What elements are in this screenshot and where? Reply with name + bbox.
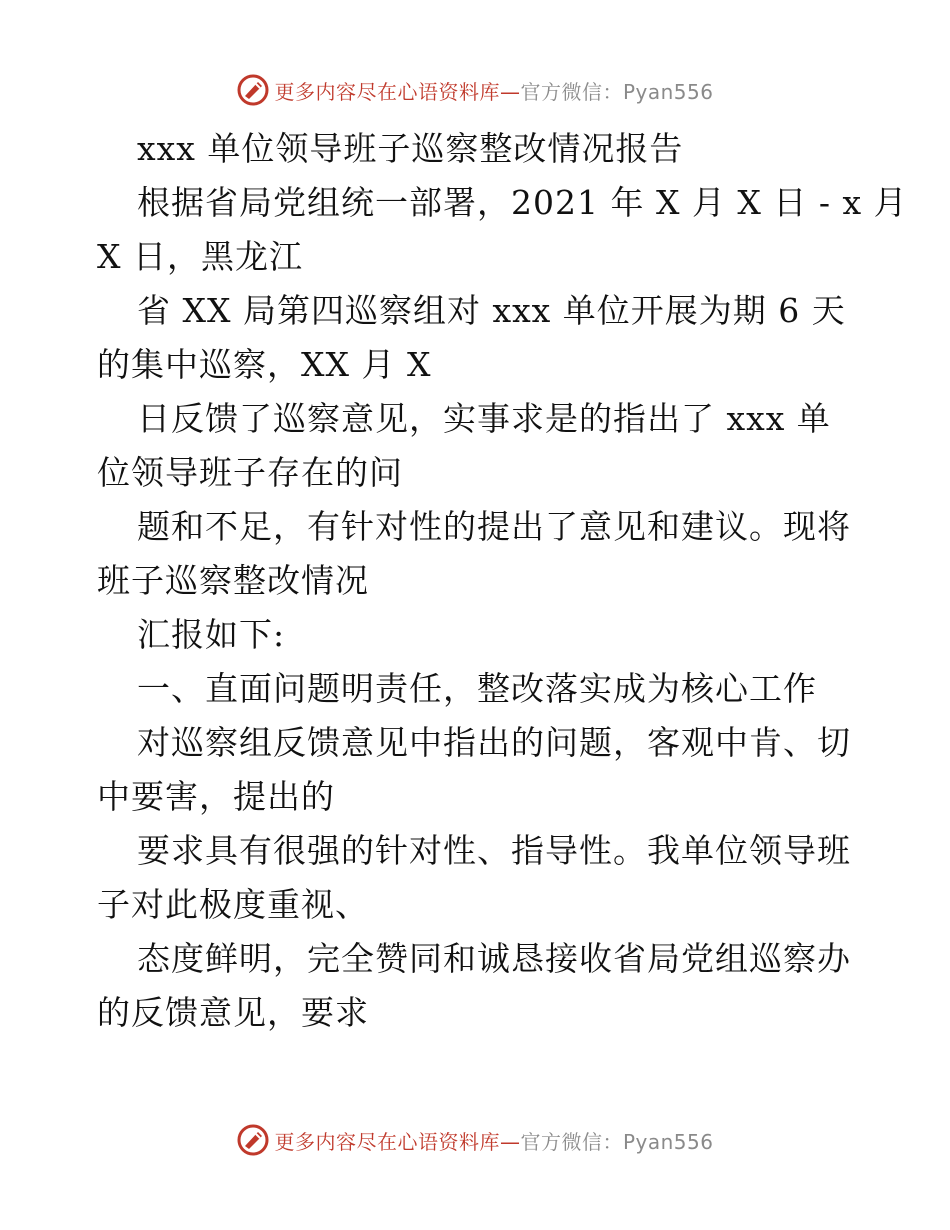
text-line: 汇报如下: [137,615,286,654]
text-line: 的集中巡察，XX 月 X [97,345,432,384]
watermark-text [274,76,713,105]
text-line: 省 XX 局第四巡察组对 xxx 单位开展为期 6 天 [137,291,846,330]
footer-watermark [0,1120,950,1160]
text-line: 态度鲜明，完全赞同和诚恳接收省局党组巡察办 [137,939,851,978]
text-line: X 日，黑龙江 [97,237,303,276]
watermark-main: 更多内容尽在心语资料库— [274,1129,521,1154]
document-body [97,122,908,1040]
text-line: 位领导班子存在的问 [97,453,403,492]
text-line: 对巡察组反馈意见中指出的问题，客观中肯、切 [137,723,851,762]
header-watermark [0,70,950,110]
text-line: 题和不足，有针对性的提出了意见和建议。现将 [137,507,851,546]
document-title: xxx 单位领导班子巡察整改情况报告 [137,129,684,168]
text-line: 中要害，提出的 [97,777,335,816]
watermark-text [274,1126,713,1155]
watermark-wechat: 官方微信：Pyan556 [520,79,714,104]
text-line: 班子巡察整改情况 [97,561,369,600]
text-line: 根据省局党组统一部署，2021 年 X 月 X 日 - x 月 [137,183,908,222]
text-line: 子对此极度重视、 [97,885,369,924]
logo-icon [236,73,270,107]
text-line: 日反馈了巡察意见，实事求是的指出了 xxx 单 [137,399,831,438]
text-line: 要求具有很强的针对性、指导性。我单位领导班 [137,831,851,870]
logo-icon [236,1123,270,1157]
watermark-wechat: 官方微信：Pyan556 [520,1129,714,1154]
text-line: 的反馈意见，要求 [97,993,369,1032]
watermark-main: 更多内容尽在心语资料库— [274,79,521,104]
section-heading: 一、直面问题明责任，整改落实成为核心工作 [137,669,817,708]
